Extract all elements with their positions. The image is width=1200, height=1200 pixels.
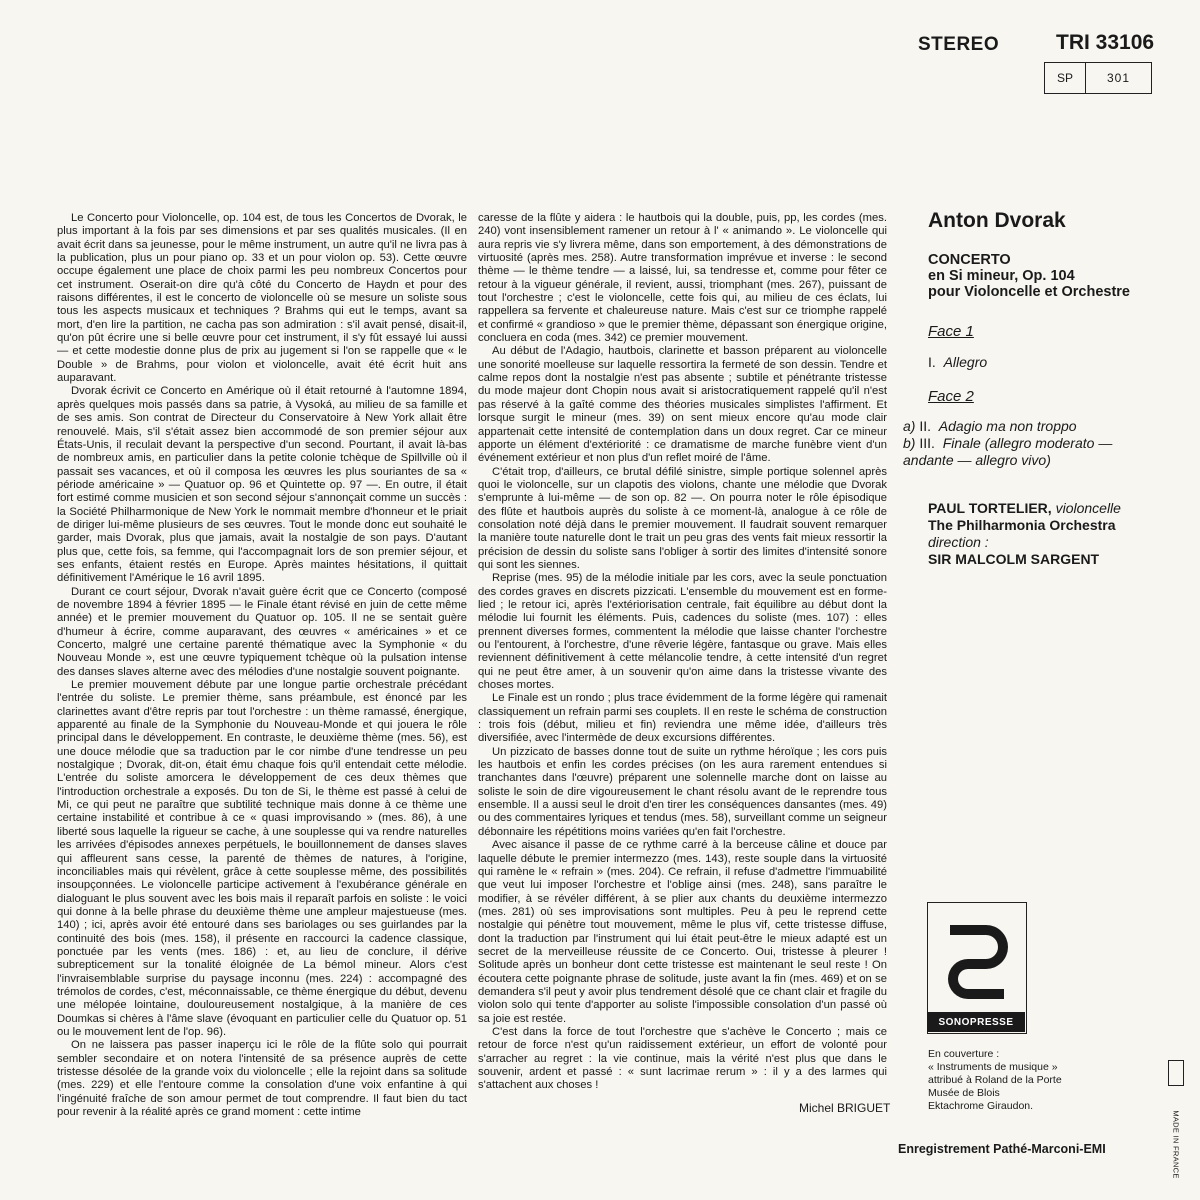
conductor-name: SIR MALCOLM SARGENT	[928, 551, 1100, 567]
paragraph: Au début de l'Adagio, hautbois, clarinette et basson préparent au violoncelle une sonorité moelleuse sur laquelle ressortira la fermeté de son dessin. Tendre et calme repos dont la nostalgie n'est pas absente ; subtile et pénétrante tristesse du mode majeur dont Chopin nous avait si aristocratiquement rappelé qu'il n'est pas réservé à la gaîté comme des théories musicales simplistes l'affirment. Et lorsque surgit le mineur (mes. 39) on sent mieux encore qu'au mode clair appartenait cette intensité de contemplation dans un doux regret. Car ce mineur apporte un élément d'extériorité : ce dramatisme de marche funèbre vient d'un événement extérieur et non plus d'un reflet moiré de l'âme.	[478, 345, 887, 465]
performers	[928, 500, 1121, 568]
stamp-box	[1044, 62, 1152, 94]
paragraph: Durant ce court séjour, Dvorak n'avait guère écrit que ce Concerto (composé de novembre 1894 à février 1895 — le Finale étant révisé en juin de cette même année) et le premier mouvement du Quatuor op. 105. Il ne se sentait guère d'humeur à écrire, comme auparavant, des œuvres « américaines » et ce Concerto, malgré une certaine parenté thématique avec la Symphonie « du Nouveau Monde », est une œuvre typiquement tchèque où la pulsation intense des danses slaves alterne avec des mélodies d'une nostalgie souvent poignante.	[57, 585, 467, 678]
movement-number: III.	[919, 435, 935, 451]
paragraph: Le Finale est un rondo ; plus trace évidemment de la forme légère qui ramenait classiquement un refrain parmi ses couplets. Il en reste le schéma de construction : trois fois (début, milieu et fin) reviendra une même idée, d'ailleurs très diversifiée, avec l'intermède de deux excursions différentes.	[478, 692, 887, 745]
movement-2	[903, 418, 1077, 435]
cover-credit-line: En couverture :	[928, 1048, 1000, 1060]
sonopresse-s-icon	[928, 903, 1026, 1013]
work-title-line: CONCERTO	[928, 252, 1011, 268]
work-title-line: pour Violoncelle et Orchestre	[928, 284, 1130, 300]
soloist-instrument: violoncelle	[1055, 500, 1121, 516]
paragraph: On ne laissera pas passer inaperçu ici le rôle de la flûte solo qui pourrait sembler secondaire et on notera l'intensité de sa présence auprès de cette tristesse désolée de la grande voix du violoncelle ; elle la rejoint dans sa solitude (mes. 229) et elle l'entoure comme la consolation d'une voix enfantine à qui l'ingénuité fraîche de son amour permet de tout comprendre. Il faut bien du tact pour revenir à la réalité après ce grand moment : cette intime	[57, 1039, 467, 1119]
sonopresse-logo	[927, 902, 1027, 1032]
movement-name: Adagio ma non troppo	[938, 418, 1077, 434]
author-signature: Michel BRIGUET	[799, 1101, 891, 1115]
stamp-box-left: SP	[1045, 63, 1086, 93]
movement-1	[928, 354, 987, 371]
paragraph: C'était trop, d'ailleurs, ce brutal défilé sinistre, simple portique solennel après quoi le violoncelle, sur un clapotis des violons, chante une mélodie que Dvorak s'emprunte à lui-même — de son op. 82 —. On pourra noter le rôle épisodique des flûte et hautbois auprès du soliste à ce moment-là, analogue à ce rôle de consolation noté déjà dans le premier mouvement. Il faudrait souvent remarquer la manière toute naturelle dont le trait un peu gras des vents fait mieux ressortir la précision de dessin du soliste sans l'obliger à sortir des limites d'intensité sonore qui sont les siennes.	[478, 465, 887, 571]
stamp-box-right: 301	[1106, 71, 1131, 85]
cover-credit-line: attribué à Roland de la Porte	[928, 1074, 1062, 1086]
paragraph: Dvorak écrivit ce Concerto en Amérique où il était retourné à l'automne 1894, après quelques mois passés dans sa patrie, à Vysoká, au milieu de sa famille et de ses amis. Son contrat de Directeur du Conservatoire à New York allait être renouvelé. Mais, s'il s'était assez bien accommodé de son premier séjour aux États-Unis, il reculait devant la perspective d'un second. Pourtant, il avait là-bas de nombreux amis, en particulier dans la petite colonie tchèque de Spillville où il passait ses vacances, et où il composa les œuvres les plus souriantes de sa « période américaine » — Quatuor op. 96 et Quintette op. 97 —. En outre, il était fort estimé comme musicien et son second séjour s'annonçait comme un succès : la Société Philharmonique de New York le nommait membre d'honneur et le priait de diriger lui-même plusieurs de ses œuvres. Tout le monde donc eut souhaité le garder, mais Dvorak, plus que jamais, avait la nostalgie de son pays. D'autant plus que, cette fois, sa femme, qui l'accompagnait lors de son premier séjour, et ses enfants, étaient restés en Europe. Après maintes hésitations, il quittait définitivement l'Amérique le 16 avril 1895.	[57, 385, 467, 585]
paragraph: C'est dans la force de tout l'orchestre que s'achève le Concerto ; mais ce retour de force n'est qu'un raidissement extérieur, un effort de volonté pour s'arracher au regret : la vie continue, mais la vérité n'est plus que dans le souvenir, ardent et passé : « sunt lacrimae rerum » : il y a des larmes qui s'attachent aux choses !	[478, 1025, 887, 1092]
work-title-line: en Si mineur, Op. 104	[928, 268, 1075, 284]
movement-3	[903, 435, 1143, 469]
cover-credit	[928, 1048, 1062, 1113]
movement-name: Allegro	[943, 354, 988, 370]
soloist-name: PAUL TORTELIER,	[928, 500, 1052, 516]
recording-credit: Enregistrement Pathé-Marconi-EMI	[898, 1142, 1106, 1156]
direction-label: direction :	[928, 534, 989, 550]
movement-letter: a)	[903, 418, 916, 434]
made-in-france: MADE IN FRANCE	[1171, 1110, 1181, 1179]
catalog-number: TRI 33106	[1056, 31, 1155, 54]
stereo-label: STEREO	[918, 34, 1000, 55]
liner-notes-column-1	[57, 212, 467, 1119]
paragraph: Le premier mouvement débute par une longue partie orchestrale précédant l'entrée du soliste. Le premier thème, sans préambule, est énoncé par les clarinettes avant d'être repris par tout l'orchestre : un thème ramassé, énergique, apparenté au finale de la Symphonie du Nouveau-Monde et qui jouera le rôle principal dans le développement. En contraste, le deuxième thème (mes. 56), est une douce mélodie que sa traduction par le cor nimbe d'une tendresse un peu nostalgique ; Dvorak, dit-on, était ému chaque fois qu'il entendait cette mélodie. L'entrée du soliste amorcera le développement de ces deux thèmes que l'introduction orchestrale a exposés. Du ton de Si, le thème est passé à celui de Mi, ce qui peut ne paraître que subtilité technique mais donne à ce thème une certaine instabilité et contribue à ce « quasi improvisando » (mes. 86), à une liberté sous laquelle la rigueur se cache, à une souplesse qui va rendre naturelles les arrivées d'épisodes annexes perpétuels, le bouillonnement de danses slaves qui affleurent sans cesse, la parenté de thèmes de natures, à l'origine, inconciliables mais qui révèlent, grâce à cette souplesse même, des possibilités insoupçonnées. Le violoncelle participe activement à l'exubérance générale en dialoguant le plus souvent avec les bois mais il reparaît parfois en soliste : le voici qui donne à la belle phrase du deuxième thème une ampleur majestueuse (mes. 140) ; ici, après avoir été entouré dans ses bariolages ou ses guirlandes par la continuité des bois (mes. 158), il présente en raccourci la cadence classique, ponctuée par les vents (mes. 186) : et, au lieu de conclure, il dérive subrepticement sur la tonalité éloignée de La bémol mineur. Alors c'est l'invraisemblable surprise du paysage inconnu (mes. 224) : accompagné des trémolos de cordes, c'est, méconnaissable, ce thème énergique du début, devenu une mélopée lointaine, douloureusement nostalgique, à la manière de ces Doumkas si chères à l'âme slave (évoquant en particulier celle du Quatuor op. 51 ou le mouvement lent de l'op. 96).	[57, 679, 467, 1038]
side-imprint	[1166, 1060, 1186, 1200]
paragraph: Avec aisance il passe de ce rythme carré à la berceuse câline et douce par laquelle débute le premier intermezzo (mes. 143), reste souple dans la virtuosité qui ramène le « refrain » (mes. 204). Ce refrain, il refuse d'admettre l'immuabilité que veut lui imposer l'orchestre et l'oblige ainsi (mes. 248), sans paraître le modifier, à se révéler différent, à se plier aux chants du deuxième intermezzo (mes. 281) où ses improvisations sont multiples. Peu à peu le reprend cette nostalgie qui pénètre tout mouvement, même le plus vif, cette tristesse diffuse, dont la traduction par l'instrument qui lui était peut-être le mieux adapté est un secret de la merveilleuse réussite de ce Concerto. Oui, tristesse à pleurer ! Solitude après un bonheur dont cette tristesse est maintenant le seul reste ! On écoutera cette poignante phrase de solitude, juste avant la fin (mes. 469) et on se demandera s'il peut y avoir plus tendrement désolé que ce chant clair et fragile du violon solo qui tente d'apporter au soliste l'impossible consolation d'un passé où sa joie est restée.	[478, 839, 887, 1025]
logo-name: SONOPRESSE	[927, 1012, 1025, 1032]
movement-number: II.	[919, 418, 932, 434]
paragraph: caresse de la flûte y aidera : le hautbois qui la double, puis, pp, les cordes (mes. 240) vont insensiblement ramener un retour à l' « animando ». Le violoncelle qui aura repris vie s'y livrera même, dans son emportement, à des démonstrations de virtuosité (après mes. 258). Autre transformation imprévue et inverse : le second thème — le thème tendre — a laissé, lui, sa tendresse et, comme pour fêter ce retour à la vigueur générale, il revient, aussi, triomphant (mes. 267), puissant de tout l'orchestre ; c'est le violoncelle, cette fois qui, au milieu de ces éclats, lui rappellera sa fervente et chaleureuse nature. Mais c'est sur ce triomphe rappelé et confirmé « grandioso » que le premier thème, dépassant son énergique origine, concluera en coda (mes. 342) ce premier mouvement.	[478, 212, 887, 345]
composer-name: Anton Dvorak	[928, 209, 1066, 232]
cover-credit-line: « Instruments de musique »	[928, 1061, 1058, 1073]
movement-letter: b)	[903, 435, 916, 451]
cover-credit-line: Ektachrome Giraudon.	[928, 1100, 1034, 1112]
movement-number: I.	[928, 354, 936, 370]
paragraph: Reprise (mes. 95) de la mélodie initiale par les cors, avec la seule ponctuation des cordes graves en discrets pizzicati. L'ensemble du mouvement est en forme-lied ; le retour ici, après l'extériorisation centrale, fait équilibre au début dont la mélodie lui fournit les éléments. Puis, cadences du soliste (mes. 107) : elles prennent diverses formes, commentent la mélodie que laisse chanter l'orchestre ou l'entourent, à l'orchestre, d'une rêverie légère, fantasque ou grave. Mais elles reviennent définitivement à cette mélancolie tendre, à cette intensité d'un regret qui ne peut être amer, à un souvenir qu'on aime dans la tristesse vivante des choses mortes.	[478, 572, 887, 692]
paragraph: Le Concerto pour Violoncelle, op. 104 est, de tous les Concertos de Dvorak, le plus important à la fois par ses dimensions et par ses qualités musicales. (Il en avait écrit dans sa jeunesse, pour le même instrument, un autre qu'il ne livra pas à la publication, plus un pour piano op. 33 et un pour violon op. 53). Cette œuvre occupe également une place de choix parmi les peu nombreux Concertos pour cet instrument. Oserait-on dire qu'à côté du Concerto de Haydn et pour des raisons différentes, il est le concerto de violoncelle où se mesure un soliste sous tous les aspects musicaux et techniques ? Brahms qui eut le temps, avant sa mort, d'en lire la partition, ne cacha pas son admiration : s'il avait pensé, disait-il, qu'on pût écrire une si belle œuvre pour cet instrument, il s'y fût essayé lui aussi — et cette modestie donne plus de prix au jugement si l'on se rappelle que « le Double » de Brahms, pour violon et violoncelle, avait été écrit huit ans auparavant.	[57, 212, 467, 385]
face-1-heading: Face 1	[928, 323, 974, 340]
paragraph: Un pizzicato de basses donne tout de suite un rythme héroïque ; les cors puis les hautbois et enfin les cordes précises (on les aura rarement entendues si tranchantes dans l'œuvre) préparent une solennelle marche dont on laisse au soliste le soin de dire vigoureusement le chant résolu avant de le reprendre tous ensemble. Il a aussi seul le droit d'en tirer les conséquences dansantes (mes. 49) ou des commentaires lyriques et tendus (mes. 58), surveillant comme un seigneur débonnaire les répétitions moins variées qu'en fait l'orchestre.	[478, 745, 887, 838]
label-logo-icon	[1168, 1060, 1184, 1086]
work-title	[928, 252, 1130, 300]
movement-name: Finale (allegro moderato — andante — allegro vivo)	[903, 435, 1113, 468]
orchestra-name: The Philharmonia Orchestra	[928, 517, 1116, 533]
cover-credit-line: Musée de Blois	[928, 1087, 1000, 1099]
face-2-heading: Face 2	[928, 388, 974, 405]
liner-notes-column-2	[478, 212, 887, 1093]
